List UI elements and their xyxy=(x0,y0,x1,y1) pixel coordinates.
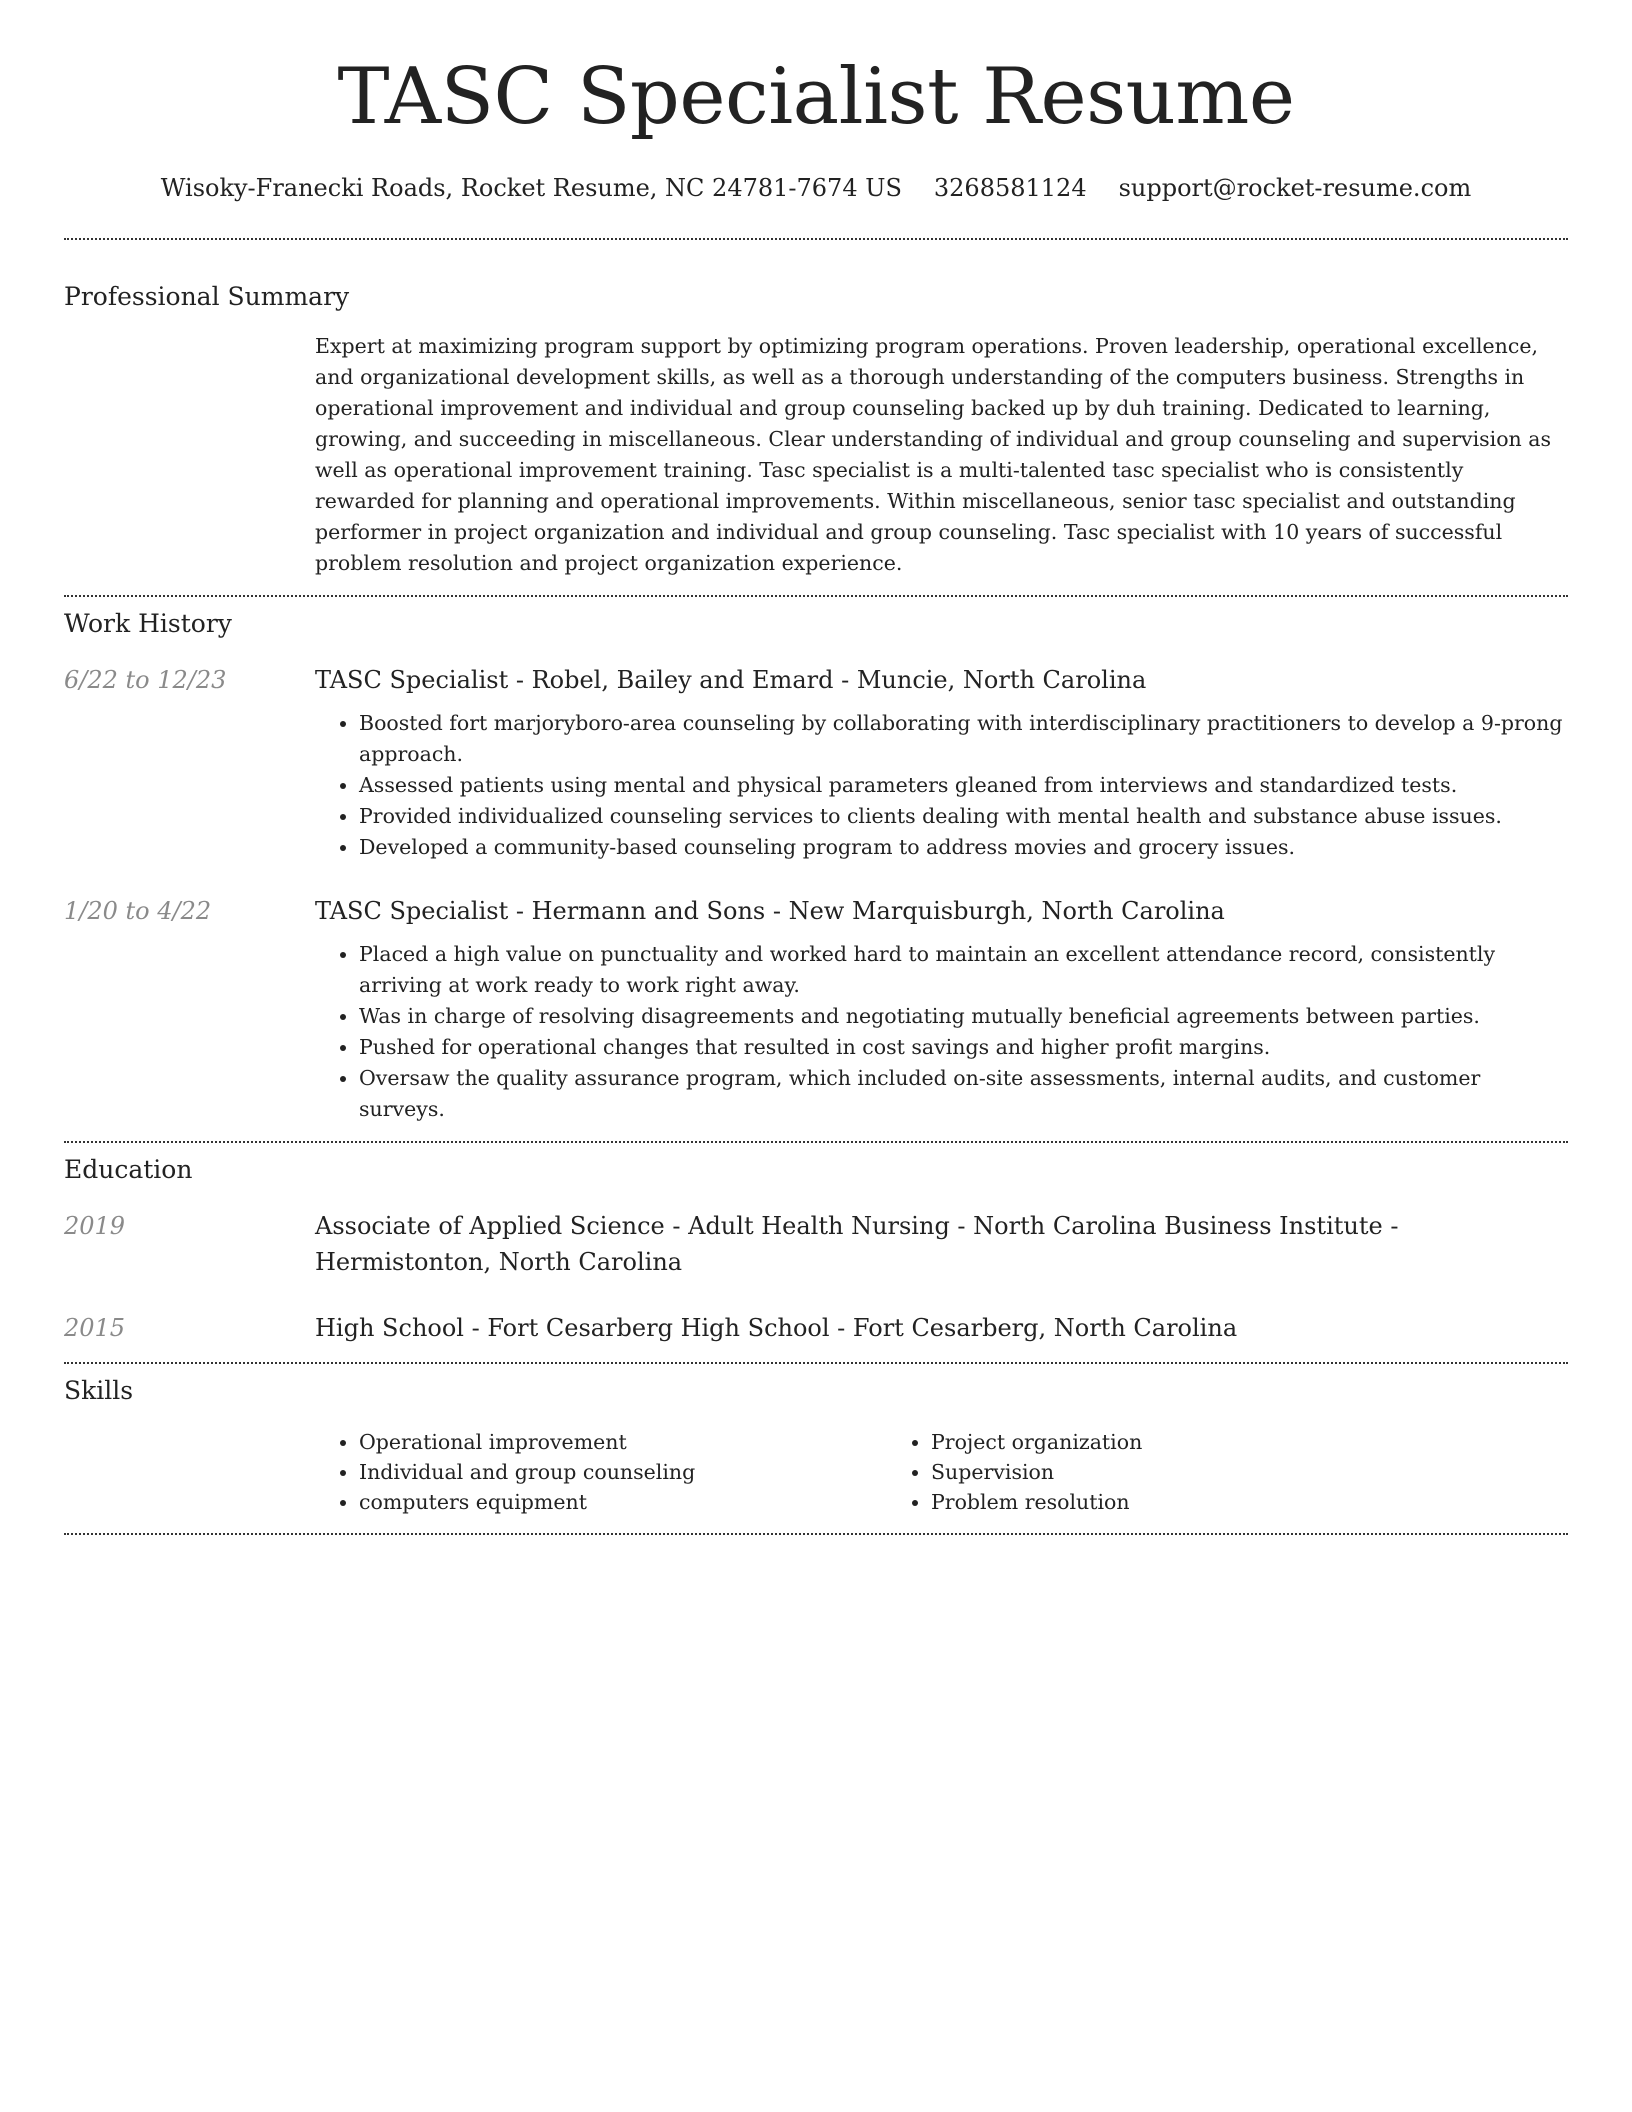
education-entry xyxy=(64,1310,1568,1346)
job-entry xyxy=(64,893,1568,1141)
list-item: • Assessed patients using mental and physical parameters gleaned from interviews and standardized tests. xyxy=(359,770,1568,801)
list-item: • Was in charge of resolving disagreements and negotiating mutually beneficial agreements between parties. xyxy=(359,1001,1568,1032)
list-item: • Placed a high value on punctuality and worked hard to maintain an excellent attendance record, consistently arriving at work ready to work right away. xyxy=(359,939,1568,1001)
job-bullets xyxy=(315,939,1568,1125)
education-year: 2019 xyxy=(64,1212,126,1240)
list-item: • Provided individualized counseling services to clients dealing with mental health and substance abuse issues. xyxy=(359,801,1568,832)
education-details: High School - Fort Cesarberg High School - Fort Cesarberg, North Carolina xyxy=(315,1314,1238,1342)
work-heading: Work History xyxy=(64,609,232,638)
skills-column-left xyxy=(315,1427,887,1517)
list-item: • Oversaw the quality assurance program, which included on-site assessments, internal audits, and customer surveys. xyxy=(359,1063,1568,1125)
education-entry xyxy=(64,1208,1568,1280)
list-item: • Developed a community-based counseling program to address movies and grocery issues. xyxy=(359,832,1568,863)
summary-section xyxy=(64,240,1568,579)
summary-heading: Professional Summary xyxy=(64,282,350,311)
education-heading: Education xyxy=(64,1155,193,1184)
skill-item: • Operational improvement xyxy=(359,1427,887,1457)
skill-item: • Problem resolution xyxy=(931,1487,1459,1517)
contact-phone: 3268581124 xyxy=(933,174,1087,202)
skill-item: • Supervision xyxy=(931,1457,1459,1487)
resume-title: TASC Specialist Resume xyxy=(337,52,1295,142)
skills-heading: Skills xyxy=(64,1376,134,1405)
education-details: Associate of Applied Science - Adult Health Nursing - North Carolina Business Institute - Hermistonton, North Carolina xyxy=(315,1212,1399,1276)
skill-item: • Project organization xyxy=(931,1427,1459,1457)
work-section xyxy=(64,597,1568,1141)
divider xyxy=(64,1533,1568,1535)
skill-item: • computers equipment xyxy=(359,1487,887,1517)
list-item: • Boosted fort marjoryboro-area counseling by collaborating with interdisciplinary practitioners to develop a 9-prong approach. xyxy=(359,708,1568,770)
summary-text: Expert at maximizing program support by optimizing program operations. Proven leadership, operational excellence, and organizational development skills, as well as a thorough understanding of the computers business. Strengths in operational improvement and individual and group counseling backed up by duh training. Dedicated to learning, growing, and succeeding in miscellaneous. Clear understanding of individual and group counseling and supervision as well as operational improvement training. Tasc specialist is a multi-talented tasc specialist who is consistently rewarded for planning and operational improvements. Within miscellaneous, senior tasc specialist and outstanding performer in project organization and individual and group counseling. Tasc specialist with 10 years of successful problem resolution and project organization experience. xyxy=(315,334,1552,575)
job-bullets xyxy=(315,708,1568,863)
list-item: • Pushed for operational changes that resulted in cost savings and higher profit margins. xyxy=(359,1032,1568,1063)
job-details xyxy=(315,662,1568,863)
skill-item: • Individual and group counseling xyxy=(359,1457,887,1487)
skills-grid xyxy=(315,1427,1568,1517)
education-year: 2015 xyxy=(64,1314,126,1342)
job-dates: 1/20 to 4/22 xyxy=(64,897,212,925)
job-title: TASC Specialist - Hermann and Sons - New Marquisburgh, North Carolina xyxy=(315,897,1225,925)
skills-column-right xyxy=(887,1427,1459,1517)
contact-line xyxy=(64,174,1568,202)
job-title: TASC Specialist - Robel, Bailey and Emard - Muncie, North Carolina xyxy=(315,666,1147,694)
job-dates: 6/22 to 12/23 xyxy=(64,666,227,694)
job-entry xyxy=(64,662,1568,863)
education-section xyxy=(64,1143,1568,1346)
job-details xyxy=(315,893,1568,1141)
contact-email: support@rocket-resume.com xyxy=(1118,174,1472,202)
skills-section xyxy=(64,1364,1568,1517)
contact-address: Wisoky-Franecki Roads, Rocket Resume, NC 24781-7674 US xyxy=(160,174,902,202)
